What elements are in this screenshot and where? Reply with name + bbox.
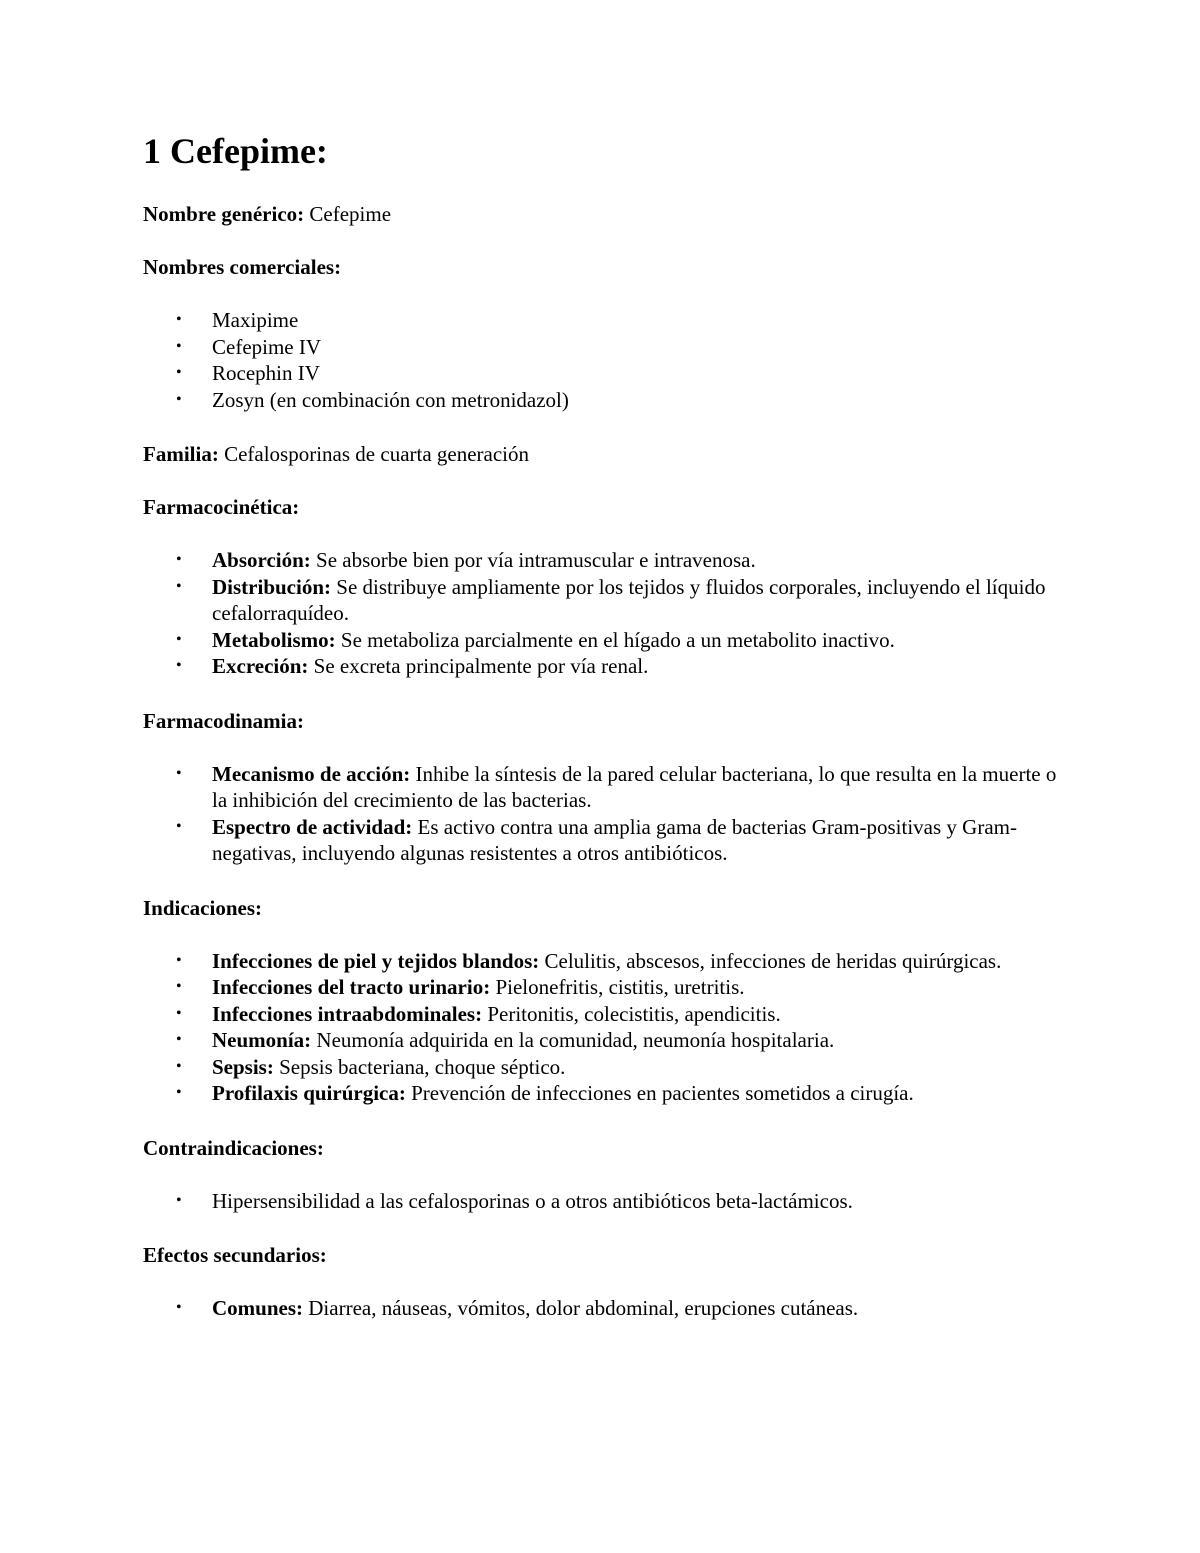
list-item-term: Infecciones del tracto urinario:	[212, 975, 491, 1000]
list-item	[176, 574, 1063, 627]
list-item	[176, 334, 1063, 361]
bullet-icon: •	[176, 630, 182, 648]
bullet-icon: •	[176, 577, 182, 595]
bullet-icon: •	[176, 978, 182, 996]
bullet-icon: •	[176, 364, 182, 382]
list-item	[176, 387, 1063, 414]
side-effects-heading: Efectos secundarios:	[143, 1243, 327, 1268]
list-item-text: Pielonefritis, cistitis, uretritis.	[490, 975, 745, 1000]
list-item	[176, 627, 1063, 654]
list-item-term: Profilaxis quirúrgica:	[212, 1081, 406, 1106]
list-item	[176, 1188, 1063, 1215]
list-item	[176, 1080, 1063, 1107]
bullet-icon: •	[176, 817, 182, 835]
list-item-term: Espectro de actividad:	[212, 814, 413, 839]
list-item	[176, 1001, 1063, 1028]
list-item-term: Excreción:	[212, 654, 309, 679]
list-item-term: Infecciones intraabdominales:	[212, 1001, 483, 1026]
list-item-term: Mecanismo de acción:	[212, 761, 411, 786]
family-field	[143, 441, 1063, 467]
contraindications-heading: Contraindicaciones:	[143, 1135, 324, 1160]
list-item-text: Celulitis, abscesos, infecciones de heridas quirúrgicas.	[539, 948, 1002, 973]
generic-name-value: Cefepime	[304, 202, 392, 227]
list-item-term: Neumonía:	[212, 1028, 312, 1053]
bullet-icon: •	[176, 1084, 182, 1102]
pharmacokinetics-list	[143, 547, 1063, 680]
bullet-icon: •	[176, 337, 182, 355]
document-page	[143, 130, 1063, 1350]
list-item-text: Rocephin IV	[212, 361, 320, 386]
list-item-text: Se metaboliza parcialmente en el hígado a un metabolito inactivo.	[335, 627, 895, 652]
bullet-icon: •	[176, 1057, 182, 1075]
bullet-icon: •	[176, 311, 182, 329]
list-item-text: Cefepime IV	[212, 334, 322, 359]
bullet-icon: •	[176, 1191, 182, 1209]
commercial-names-heading: Nombres comerciales:	[143, 255, 342, 280]
list-item-term: Infecciones de piel y tejidos blandos:	[212, 948, 540, 973]
side-effects-list	[143, 1295, 1063, 1322]
bullet-icon: •	[176, 390, 182, 408]
list-item	[176, 948, 1063, 975]
list-item-text: Se excreta principalmente por vía renal.	[308, 654, 649, 679]
bullet-icon: •	[176, 1004, 182, 1022]
list-item	[176, 653, 1063, 680]
list-item-text: Peritonitis, colecistitis, apendicitis.	[482, 1001, 781, 1026]
list-item	[176, 547, 1063, 574]
list-item-text: Se absorbe bien por vía intramuscular e intravenosa.	[310, 548, 756, 573]
list-item-term: Absorción:	[212, 548, 311, 573]
indications-list	[143, 948, 1063, 1107]
list-item	[176, 1054, 1063, 1081]
list-item-term: Distribución:	[212, 574, 332, 599]
bullet-icon: •	[176, 1299, 182, 1317]
list-item	[176, 360, 1063, 387]
list-item-text: Zosyn (en combinación con metronidazol)	[212, 387, 569, 412]
document-title: 1 Cefepime:	[143, 131, 328, 171]
list-item-text: Se distribuye ampliamente por los tejidos y fluidos corporales, incluyendo el líquido cefalorraquídeo.	[212, 574, 1046, 626]
list-item	[176, 814, 1063, 867]
contraindications-list	[143, 1188, 1063, 1215]
list-item	[176, 1027, 1063, 1054]
commercial-names-list	[143, 307, 1063, 413]
family-label: Familia:	[143, 442, 219, 467]
list-item	[176, 1295, 1063, 1322]
bullet-icon: •	[176, 764, 182, 782]
pharmacodynamics-list	[143, 761, 1063, 867]
pharmacodynamics-heading: Farmacodinamia:	[143, 708, 304, 733]
family-value: Cefalosporinas de cuarta generación	[218, 442, 530, 467]
generic-name-label: Nombre genérico:	[143, 202, 305, 227]
list-item	[176, 761, 1063, 814]
list-item	[176, 974, 1063, 1001]
list-item-term: Sepsis:	[212, 1054, 274, 1079]
list-item-term: Metabolismo:	[212, 627, 336, 652]
list-item-text: Neumonía adquirida en la comunidad, neumonía hospitalaria.	[311, 1028, 835, 1053]
list-item-text: Es activo contra una amplia gama de bacterias Gram-positivas y Gram-negativas, incluyendo algunas resistentes a otros antibióticos.	[212, 814, 1017, 866]
bullet-icon: •	[176, 657, 182, 675]
list-item-text: Maxipime	[212, 308, 299, 333]
list-item	[176, 307, 1063, 334]
bullet-icon: •	[176, 1031, 182, 1049]
pharmacokinetics-heading: Farmacocinética:	[143, 495, 300, 520]
list-item-term: Comunes:	[212, 1296, 304, 1321]
list-item-text: Diarrea, náuseas, vómitos, dolor abdominal, erupciones cutáneas.	[303, 1296, 859, 1321]
bullet-icon: •	[176, 551, 182, 569]
bullet-icon: •	[176, 951, 182, 969]
indications-heading: Indicaciones:	[143, 895, 263, 920]
list-item-text: Inhibe la síntesis de la pared celular bacteriana, lo que resulta en la muerte o la inhibición del crecimiento de las bacterias.	[212, 761, 1057, 813]
list-item-text: Prevención de infecciones en pacientes sometidos a cirugía.	[405, 1081, 914, 1106]
list-item-text: Hipersensibilidad a las cefalosporinas o a otros antibióticos beta-lactámicos.	[212, 1188, 853, 1213]
list-item-text: Sepsis bacteriana, choque séptico.	[273, 1054, 566, 1079]
generic-name-field	[143, 201, 1063, 227]
